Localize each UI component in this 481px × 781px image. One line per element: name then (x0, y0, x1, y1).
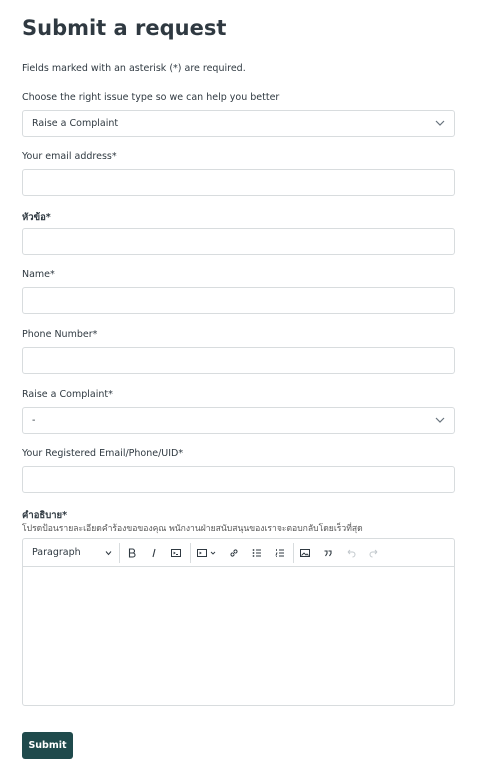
undo-icon[interactable] (344, 546, 358, 560)
bold-icon[interactable] (125, 546, 139, 560)
subject-field[interactable] (22, 228, 455, 255)
page-title: Submit a request (22, 16, 227, 40)
required-note: Fields marked with an asterisk (*) are required. (22, 63, 246, 74)
format-value: Paragraph (32, 547, 81, 558)
italic-icon[interactable] (147, 546, 161, 560)
toolbar-divider (119, 543, 120, 563)
chevron-down-icon (435, 119, 445, 127)
link-icon[interactable] (227, 546, 241, 560)
registered-field[interactable] (22, 466, 455, 493)
email-field[interactable] (22, 169, 455, 196)
phone-field[interactable] (22, 347, 455, 374)
blockquote-icon[interactable] (321, 546, 335, 560)
issue-type-label: Choose the right issue type so we can help you better (22, 92, 280, 103)
submit-button[interactable]: Submit (22, 732, 73, 759)
bulleted-list-icon[interactable] (250, 546, 264, 560)
chevron-down-icon[interactable] (209, 546, 217, 560)
inline-code-icon[interactable] (169, 546, 183, 560)
name-field[interactable] (22, 287, 455, 314)
description-textarea[interactable] (23, 567, 454, 705)
editor-toolbar (23, 539, 454, 567)
phone-label: Phone Number* (22, 329, 98, 340)
toolbar-divider (190, 543, 191, 563)
complaint-select[interactable] (22, 407, 455, 434)
complaint-value: - (32, 415, 36, 426)
description-editor (22, 538, 455, 706)
email-label: Your email address* (22, 151, 117, 162)
code-block-icon[interactable] (195, 546, 209, 560)
image-icon[interactable] (298, 546, 312, 560)
chevron-down-icon (105, 550, 112, 556)
subject-label: หัวข้อ* (22, 212, 51, 223)
registered-label: Your Registered Email/Phone/UID* (22, 448, 184, 459)
description-label: คำอธิบาย* (22, 510, 68, 521)
description-hint: โปรดป้อนรายละเอียดคำร้องขอของคุณ พนักงานฝ่ายสนับสนุนของเราจะตอบกลับโดยเร็วที่สุด (22, 524, 363, 534)
name-label: Name* (22, 269, 55, 280)
redo-icon[interactable] (367, 546, 381, 560)
issue-type-value: Raise a Complaint (32, 118, 119, 129)
chevron-down-icon (435, 416, 445, 424)
toolbar-divider (293, 543, 294, 563)
issue-type-select[interactable] (22, 110, 455, 137)
numbered-list-icon[interactable] (273, 546, 287, 560)
complaint-label: Raise a Complaint* (22, 389, 113, 400)
